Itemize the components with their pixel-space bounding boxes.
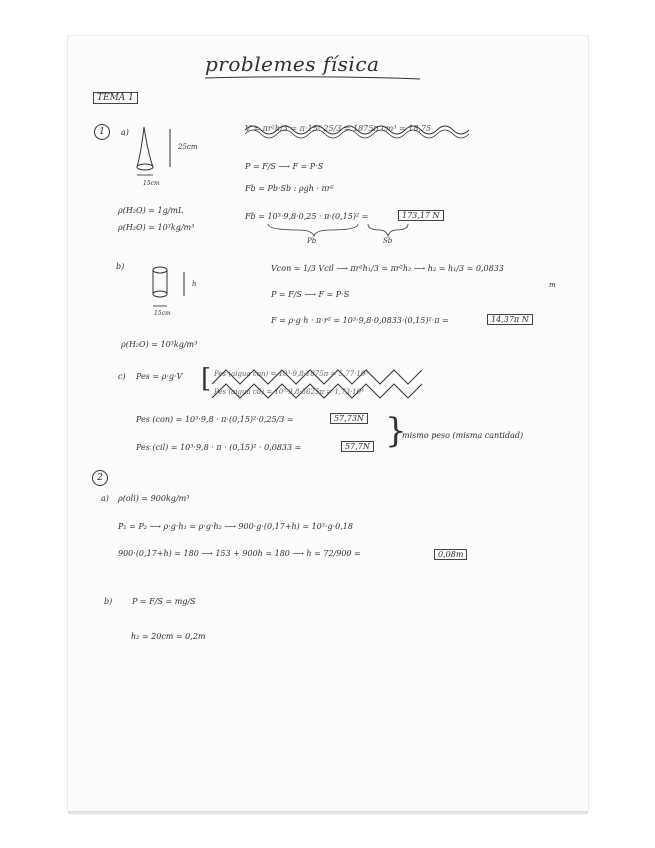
p1c-brace: } [385,411,407,451]
p1c-cylinder-result: 57,7N [341,441,374,452]
p1a-crossed-volume: V = πr²h/3 = π·15²·25/3 = 1875π cm³ = 18,75 [245,124,432,133]
p1c-cylinder-weight: Pes (cil) = 10³·9,8 · π · (0,15)² · 0,0833 = [136,443,302,452]
p1c-cone-result: 57,73N [330,413,368,424]
p1a-underbraces [268,224,278,234]
p1a-line-3: Fb = 10³·9,8·0,25 · π·(0,15)² = [245,212,369,221]
p1a-under-pb: Pb [307,237,317,245]
p2b-label: b) [104,597,113,606]
p2b-line-1: P = F/S = mg/S [132,597,196,606]
p1b-label: b) [116,262,125,271]
cone-drawing [134,123,164,183]
scribble-mark [212,370,222,380]
p1b-line-1: Vcon = 1/3 Vcil ⟶ πr²h₁/3 = πr²h₂ ⟶ h₂ = h₁/3 = 0,0833 [271,264,504,273]
p2a-density: ρ(oli) = 900kg/m³ [118,494,190,503]
cylinder-height-label: h [192,280,197,288]
p2a-label: a) [101,494,109,503]
cylinder-diameter-label: 15cm [154,310,171,317]
problem-2-number: 2 [92,470,108,486]
cone-diameter-label: 15cm [143,180,160,187]
cylinder-drawing [150,266,180,316]
p1c-line-1: Pes = ρ·g·V [136,372,183,381]
p1a-label: a) [121,128,129,137]
tema-label: TEMA 1 [93,92,138,104]
p2a-line-1: P₁ = P₂ ⟶ ρ·g·h₁ = ρ·g·h₂ ⟶ 900·g·(0,17+h) = 10³·g·0,18 [118,522,353,531]
p1c-crossed-1: Pes (aigua con) = 10³·9,8·1875π = 5,77·10³ [214,370,369,378]
p1b-result: 14,37π N [487,314,533,325]
problem-1-number: 1 [94,124,110,140]
p2a-result: 0,08m [434,549,467,560]
p1c-label: c) [118,372,126,381]
p1b-density: ρ(H₂O) = 10³kg/m³ [121,340,198,349]
p1b-unit: m [549,281,556,289]
p2a-line-2: 900·(0,17+h) = 180 ⟶ 153 + 900h = 180 ⟶ h = 72/900 = [118,549,361,558]
scribble-mark [245,122,255,132]
p1a-line-2: Fb = Pb·Sb : ρgh · πr² [245,184,334,193]
cone-height-label: 25cm [178,143,198,151]
p1a-line-1: P = F/S ⟶ F = P·S [245,162,324,171]
p1a-density-2: ρ(H₂O) = 10³kg/m³ [118,223,195,232]
p1a-result: 173,17 N [398,210,444,221]
p1c-crossed-2: Pes (aigua cil) = 10³·9,8·5625π = 1,73·10⁴ [214,388,364,396]
page-title: problemes física [205,52,380,76]
p1a-density-1: ρ(H₂O) = 1g/mL [118,206,184,215]
p1a-under-sb: Sb [383,237,393,245]
p1c-note: mismo peso (misma cantidad) [402,431,524,440]
p2b-line-2: h₂ = 20cm = 0,2m [131,632,206,641]
title-underline [205,76,215,86]
p1b-line-3: F = ρ·g·h · π·r² = 10³·9,8·0,0833·(0,15)²·π = [271,316,449,325]
p1c-open-bracket: [ [201,364,212,394]
p1c-cone-weight: Pes (con) = 10³·9,8 · π·(0,15)²·0,25/3 = [136,415,294,424]
p1b-line-2: P = F/S ⟶ F = P·S [271,290,350,299]
